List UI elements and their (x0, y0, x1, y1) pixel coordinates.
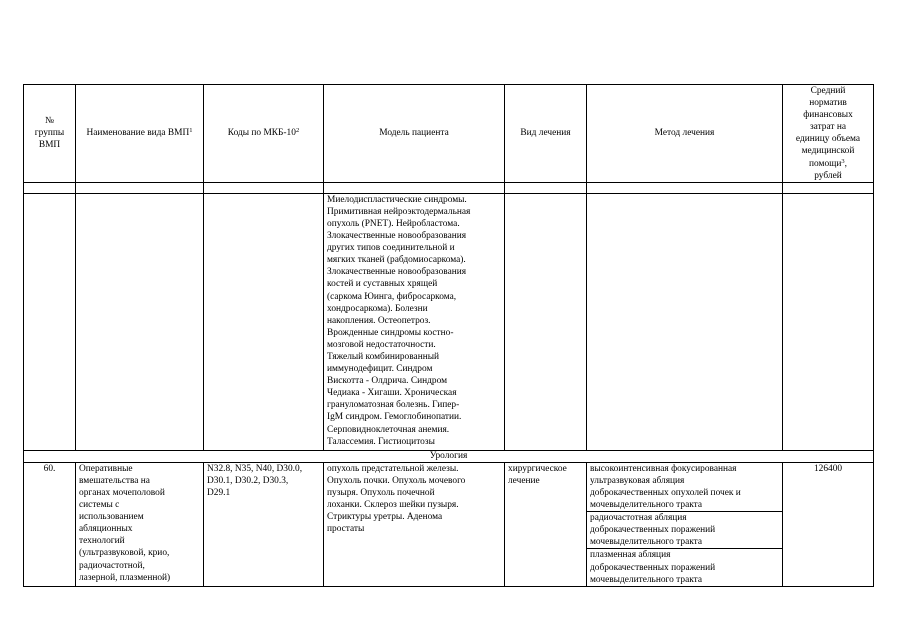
vmp-table (23, 84, 874, 587)
group-number: 60. (24, 462, 76, 586)
header-group-number: № группы ВМП (24, 85, 76, 183)
continuation-patient-model: Миелодиспластические синдромы. Примитивная нейроэктодермальная опухоль (PNET). Нейробластома. Злокачественные новообразования других типов соединительной и мягких тканей (рабдомиосаркома). Злокачественные новообразования костей и суставных хрящей (саркома Юинга, фибросаркома, хондросаркома). Болезни накопления. Остеопетроз. Врожденные синдромы костно- мозговой недостаточности. Тяжелый комбинированный иммунодефицит. Синдром Вискотта - Олдрича. Синдром Чедиака - Хигаши. Хроническая грануломатозная болезнь. Гипер- IgM синдром. Гемоглобинопатии. Серповидноклеточная анемия. Талассемия. Гистиоцитозы (324, 193, 505, 450)
vmp-name: Оперативные вмешательства на органах мочеполовой системы с использованием абляционных технологий (ультразвуковой, крио, радиочастотной, лазерной, плазменной) (76, 462, 204, 586)
section-title: Урология (24, 450, 874, 462)
average-cost: 126400 (783, 462, 874, 586)
footnote-3: 3 (841, 157, 845, 165)
treatment-method-item: высокоинтенсивная фокусированная ультразвуковая абляция доброкачественных опухолей почек и мочевыделительного тракта (590, 463, 741, 511)
header-row (24, 85, 874, 183)
patient-model: опухоль предстательной железы. Опухоль почки. Опухоль мочевого пузыря. Опухоль почечной лоханки. Склероз шейки пузыря. Стриктуры уретры. Аденома простаты (324, 462, 505, 586)
header-vmp-name: Наименование вида ВМП$^1$ (76, 85, 204, 183)
section-row (24, 450, 874, 462)
header-patient-model: Модель пациента (324, 85, 505, 183)
header-icd-codes: Коды по МКБ-$10^2$ (204, 85, 324, 183)
footnote-2: 2 (295, 127, 300, 135)
footnote-1: 1 (189, 127, 193, 135)
icd-codes: N32.8, N35, N40, D30.0, D30.1, D30.2, D30.3, D29.1 (204, 462, 324, 586)
spacer-row (24, 182, 874, 193)
header-treatment-method: Метод лечения (587, 85, 783, 183)
header-average-cost: Средний норматив финансовых затрат на единицу объема медицинской помощи$^3$, рублей (783, 85, 874, 183)
treatment-method-item: радиочастотная абляция доброкачественных поражений мочевыделительного тракта (587, 511, 782, 548)
treatment-methods (587, 462, 783, 586)
treatment-method-item: плазменная абляция доброкачественных поражений мочевыделительного тракта (587, 548, 782, 585)
treatment-type: хирургическое лечение (505, 462, 587, 586)
continuation-row (24, 193, 874, 450)
table-row (24, 462, 874, 586)
header-treatment-type: Вид лечения (505, 85, 587, 183)
